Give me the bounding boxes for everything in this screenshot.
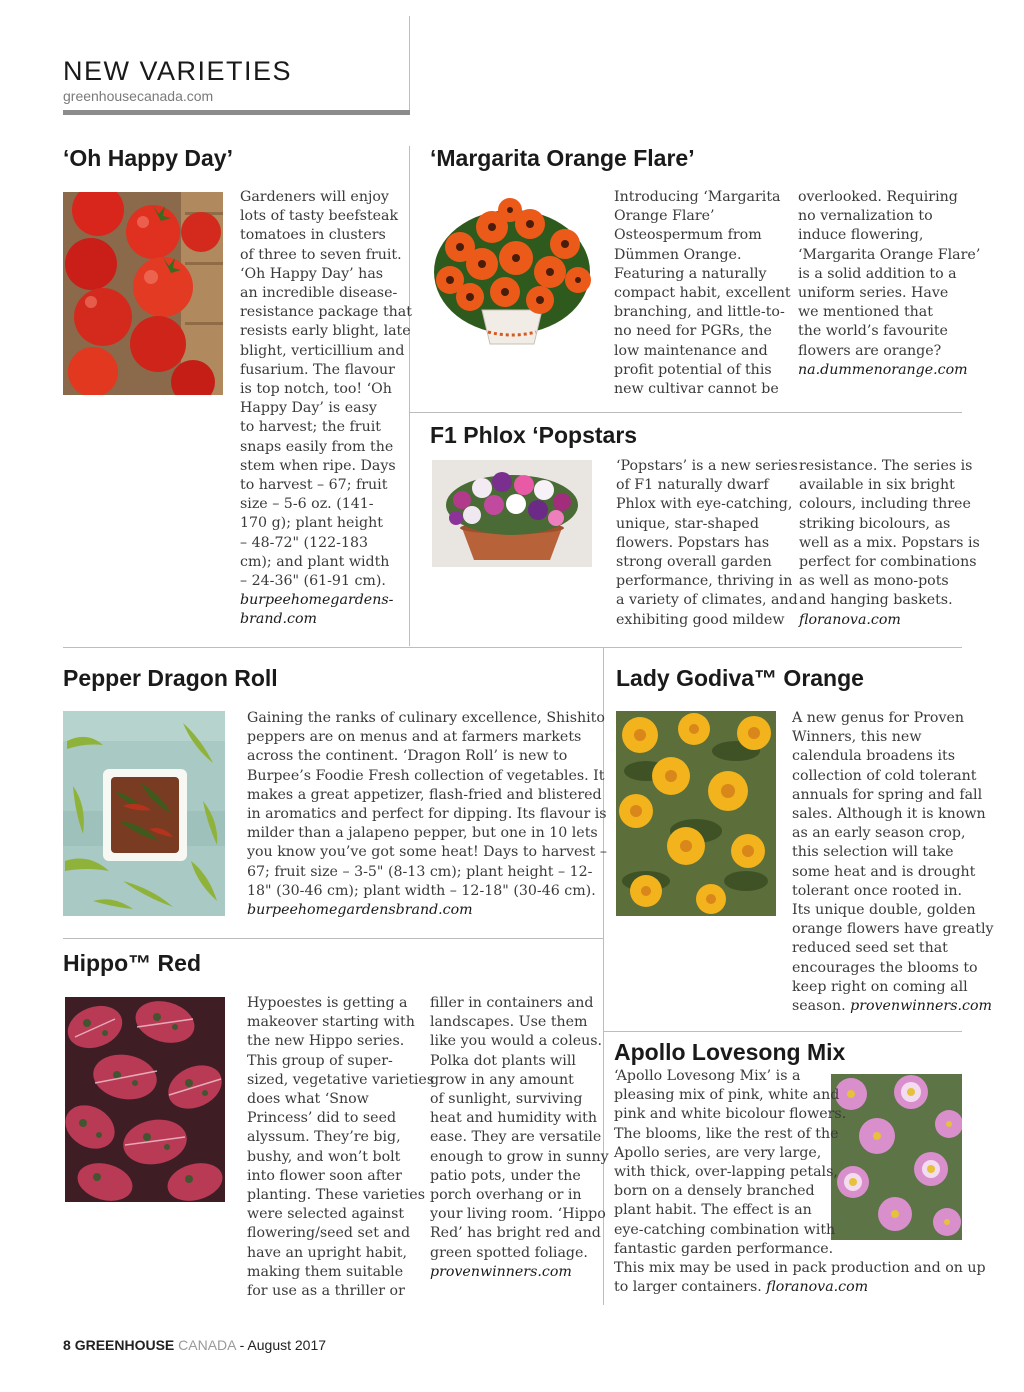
divider-vertical-top [409, 16, 410, 110]
article-body-hippo-col2: filler in containers and landscapes. Use them like you would a coleus. Polka dot plants will grow in any amount of sunlight, surviving heat and humidity with ease. They are versatile enough to grow in sunny patio pots, under the porch overhang or in your living room. ‘Hippo Red’ has bright red and green spotted foliage. provenwinners.com [430, 994, 609, 1282]
footer-date: - August 2017 [239, 1337, 327, 1353]
article-body-margarita-col1: Introducing ‘Margarita Orange Flare’ Osteospermum from Dümmen Orange. Featuring a naturally compact habit, excellent branching, and little-to- no need for PGRs, the low maintenance and profit potential of this new cultivar cannot be [614, 189, 791, 398]
article-body-godiva: A new genus for Proven Winners, this new calendula broadens its collection of cold tolerant annuals for spring and fall sales. Although it is known as an early season crop, this selection will take some heat and is drought tolerant once rooted in. Its unique double, golden orange flowers have greatly reduced seed set that encourages the blooms to keep right on coming all season. provenwinners.com [792, 710, 994, 1015]
article-title-godiva: Lady Godiva™ Orange [616, 665, 864, 691]
article-body-apollo: ‘Apollo Lovesong Mix’ is a pleasing mix of pink, white and pink and white bicolour flowers. The blooms, like the rest of the Apollo series, are very large, with thick, over-lapping petals, born on a densely branched plant habit. The effect is an eye-catching combination with fantastic garden performance. This mix may be used in pack production and on up to larger containers. floranova.com [614, 1068, 986, 1296]
link-floranova-apollo[interactable]: floranova.com [766, 1279, 869, 1296]
link-provenwinners-hippo[interactable]: provenwinners.com [430, 1263, 572, 1280]
header-rule [63, 110, 410, 115]
article-body-phlox-col2: resistance. The series is available in six bright colours, including three striking bicolours, as well as a mix. Popstars is perfect for combinations as well as mono-pots and hanging baskets. floranova.com [799, 457, 980, 630]
link-burpee-1[interactable]: burpeehomegardens- [240, 592, 394, 609]
divider-godiva-apollo [603, 1031, 962, 1032]
divider-pepper-hippo [63, 938, 603, 939]
link-burpee-pepper[interactable]: burpeehomegardensbrand.com [247, 902, 473, 919]
divider-margarita-phlox [409, 412, 962, 413]
footer-brand: GREENHOUSE [74, 1337, 175, 1353]
article-title-oh-happy-day: ‘Oh Happy Day’ [63, 145, 233, 171]
article-body-phlox-col1: ‘Popstars’ is a new series of F1 naturally dwarf Phlox with eye-catching, unique, star-shaped flowers. Popstars has strong overall garden performance, thriving in a variety of climates, and exhibiting good mildew [616, 458, 798, 628]
article-body-pepper: Gaining the ranks of culinary excellence, Shishito peppers are on menus and at farmers markets across the continent. ‘Dragon Roll’ is new to Burpee’s Foodie Fresh collection of vegetables. It makes a great appetizer, flash-fried and blistered in aromatics and perfect for dipping. Its flavour is milder than a jalapeno pepper, but one in 10 lets you know you’ve got some heat! Days to harvest – 67; fruit size – 3-5" (8-13 cm); plant height – 12- 18" (30-46 cm); plant width – 12-18" (30-46 cm). burpeehomegardensbrand.com [247, 709, 607, 920]
article-title-apollo: Apollo Lovesong Mix [614, 1039, 846, 1065]
article-body-margarita-col2: overlooked. Requiring no vernalization to induce flowering, ‘Margarita Orange Flare’ is a solid addition to a uniform series. Have we mentioned that the world’s favourite flowers are orange? na.dummenorange.com [798, 188, 980, 380]
article-body-oh-happy-day: Gardeners will enjoy lots of tasty beefsteak tomatoes in clusters of three to seven fruit. ‘Oh Happy Day’ has an incredible disease- resistance package that resists early blight, late blight, verticillium and fusarium. The flavour is top notch, too! ‘Oh Happy Day’ is easy to harvest; the fruit snaps easily from the stem when ripe. Days to harvest – 67; fruit size – 5-6 oz. (141- 170 g); plant height – 48-72" (122-183 cm); and plant width – 24-36" (61-91 cm). burpeehomegardens- brand.com [240, 188, 412, 630]
calendula-photo [616, 711, 776, 916]
hypoestes-photo [65, 997, 225, 1202]
link-floranova-phlox[interactable]: floranova.com [799, 611, 901, 628]
site-url[interactable]: greenhousecanada.com [63, 88, 214, 104]
pepper-photo [63, 711, 225, 916]
article-body-hippo-col1: Hypoestes is getting a makeover starting with the new Hippo series. This group of super- sized, vegetative varieties does what ‘Snow Princess’ did to seed alyssum. They’re big, bushy, and won’t bolt into flower soon after planting. These varieties were selected against flowering/seed set and have an upright habit, making them suitable for use as a thriller or [247, 995, 435, 1300]
link-dummenorange[interactable]: na.dummenorange.com [798, 361, 968, 378]
link-provenwinners-godiva[interactable]: provenwinners.com [850, 998, 992, 1015]
article-title-phlox: F1 Phlox ‘Popstars [430, 422, 638, 448]
page-footer [63, 1337, 326, 1353]
article-title-hippo: Hippo™ Red [63, 950, 201, 976]
section-title: NEW VARIETIES [63, 56, 293, 86]
divider-upper-lower [63, 647, 962, 648]
footer-brand-light: CANADA [178, 1337, 236, 1353]
osteospermum-photo [430, 192, 593, 347]
tomato-photo [63, 192, 223, 395]
link-burpee-2[interactable]: brand.com [240, 611, 317, 628]
article-title-margarita: ‘Margarita Orange Flare’ [430, 145, 695, 171]
article-title-pepper: Pepper Dragon Roll [63, 665, 278, 691]
page-number: 8 [63, 1337, 71, 1353]
phlox-photo [432, 460, 592, 567]
